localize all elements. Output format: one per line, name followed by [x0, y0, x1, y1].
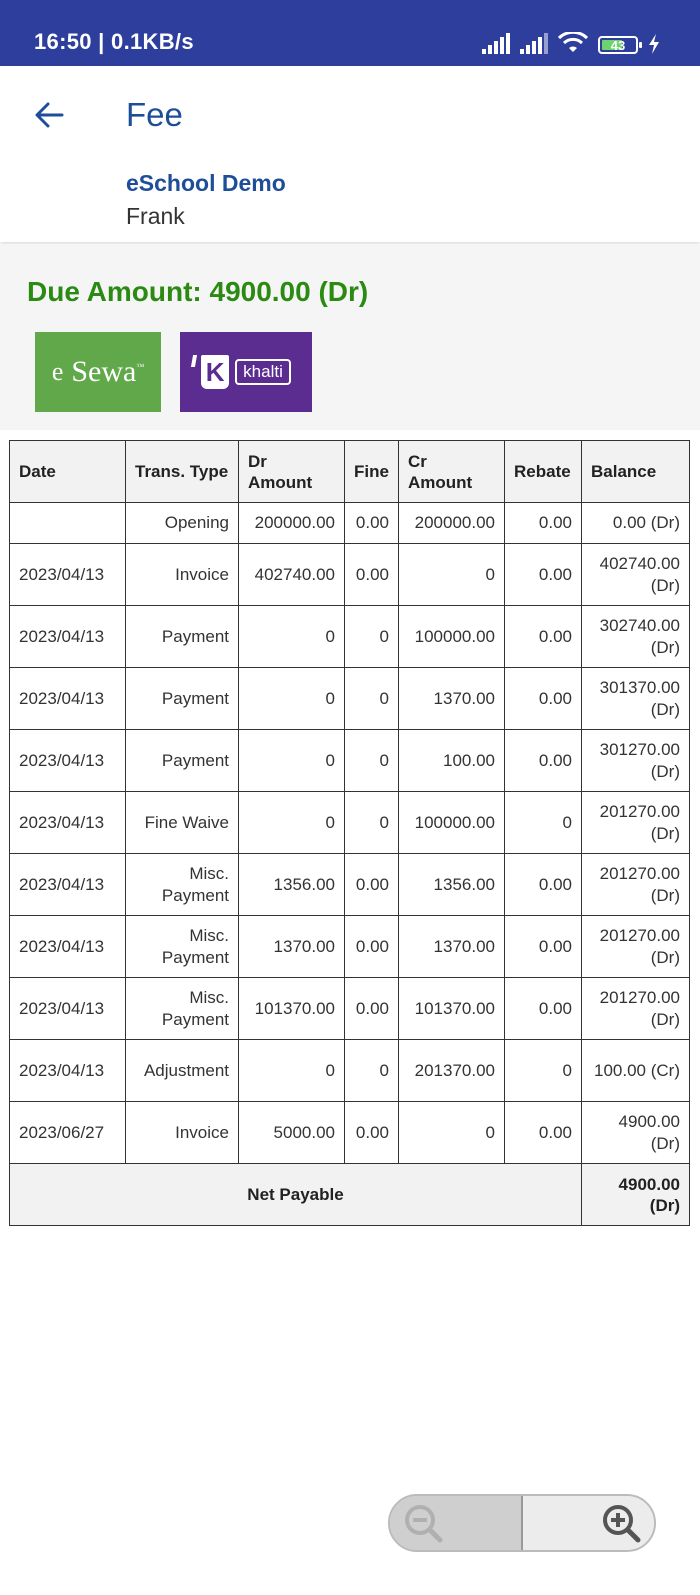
cell-date: 2023/04/13	[10, 1040, 126, 1102]
cell-cr-amount: 1370.00	[399, 916, 505, 978]
due-section	[0, 244, 700, 430]
zoom-in-icon	[600, 1502, 642, 1544]
school-name: eSchool Demo	[126, 170, 286, 196]
cell-fine: 0	[345, 792, 399, 854]
cell-fine: 0.00	[345, 544, 399, 606]
cell-balance: 201270.00 (Dr)	[582, 854, 690, 916]
cell-trans-type: Adjustment	[126, 1040, 239, 1102]
cell-cr-amount: 1370.00	[399, 668, 505, 730]
wifi-icon	[558, 32, 588, 54]
cell-dr-amount: 1356.00	[239, 854, 345, 916]
header-balance: Balance	[582, 441, 690, 503]
cell-date: 2023/04/13	[10, 606, 126, 668]
cell-date: 2023/04/13	[10, 854, 126, 916]
cell-balance: 100.00 (Cr)	[582, 1040, 690, 1102]
table-row	[10, 730, 690, 792]
cell-rebate: 0	[505, 792, 582, 854]
cell-balance: 0.00 (Dr)	[582, 503, 690, 544]
cell-date: 2023/04/13	[10, 668, 126, 730]
cell-cr-amount: 100000.00	[399, 606, 505, 668]
cell-dr-amount: 0	[239, 1040, 345, 1102]
cell-dr-amount: 0	[239, 606, 345, 668]
cell-trans-type: Invoice	[126, 544, 239, 606]
cell-cr-amount: 100000.00	[399, 792, 505, 854]
cell-trans-type: Misc. Payment	[126, 916, 239, 978]
signal-icon	[482, 32, 510, 54]
table-row	[10, 1102, 690, 1164]
student-name: Frank	[126, 203, 185, 229]
table-row	[10, 606, 690, 668]
cell-rebate: 0.00	[505, 730, 582, 792]
zoom-out-button[interactable]	[390, 1496, 523, 1550]
cell-date: 2023/04/13	[10, 730, 126, 792]
table-header-row	[10, 441, 690, 503]
header-date: Date	[10, 441, 126, 503]
header-fine: Fine	[345, 441, 399, 503]
table-row	[10, 503, 690, 544]
cell-rebate: 0.00	[505, 503, 582, 544]
fee-ledger-table	[9, 440, 690, 1226]
net-payable-value: 4900.00 (Dr)	[582, 1164, 690, 1226]
zoom-control	[388, 1494, 656, 1552]
app-header	[0, 66, 700, 242]
esewa-button[interactable]	[35, 332, 161, 412]
header-cr-amount: Cr Amount	[399, 441, 505, 503]
battery-icon	[598, 36, 638, 54]
cell-fine: 0.00	[345, 916, 399, 978]
arrow-left-icon[interactable]	[34, 100, 64, 130]
cell-trans-type: Opening	[126, 503, 239, 544]
cell-cr-amount: 101370.00	[399, 978, 505, 1040]
table-row	[10, 792, 690, 854]
cell-cr-amount: 1356.00	[399, 854, 505, 916]
cell-trans-type: Payment	[126, 730, 239, 792]
cell-balance: 4900.00 (Dr)	[582, 1102, 690, 1164]
cell-trans-type: Invoice	[126, 1102, 239, 1164]
cell-date: 2023/04/13	[10, 978, 126, 1040]
cell-balance: 402740.00 (Dr)	[582, 544, 690, 606]
cell-dr-amount: 1370.00	[239, 916, 345, 978]
esewa-logo-e: e	[51, 357, 64, 386]
table-row	[10, 916, 690, 978]
table-row	[10, 1040, 690, 1102]
cell-balance: 201270.00 (Dr)	[582, 916, 690, 978]
cell-rebate: 0	[505, 1040, 582, 1102]
zoom-out-icon	[402, 1502, 444, 1544]
status-time: 16:50 | 0.1KB/s	[34, 29, 194, 54]
status-bar	[0, 0, 700, 66]
cell-balance: 301270.00 (Dr)	[582, 730, 690, 792]
cell-rebate: 0.00	[505, 916, 582, 978]
due-amount: Due Amount: 4900.00 (Dr)	[27, 276, 369, 307]
cell-balance: 201270.00 (Dr)	[582, 792, 690, 854]
table-row	[10, 544, 690, 606]
cell-date	[10, 503, 126, 544]
cell-date: 2023/06/27	[10, 1102, 126, 1164]
cell-balance: 301370.00 (Dr)	[582, 668, 690, 730]
cell-dr-amount: 200000.00	[239, 503, 345, 544]
cell-dr-amount: 0	[239, 792, 345, 854]
cell-rebate: 0.00	[505, 544, 582, 606]
status-icons	[482, 28, 660, 54]
cell-cr-amount: 0	[399, 1102, 505, 1164]
cell-balance: 302740.00 (Dr)	[582, 606, 690, 668]
page-title: Fee	[126, 96, 183, 133]
cell-cr-amount: 100.00	[399, 730, 505, 792]
cell-trans-type: Fine Waive	[126, 792, 239, 854]
battery-level: 43	[610, 37, 626, 53]
header-dr-amount: Dr Amount	[239, 441, 345, 503]
cell-rebate: 0.00	[505, 606, 582, 668]
cell-fine: 0	[345, 606, 399, 668]
cell-trans-type: Payment	[126, 606, 239, 668]
cell-dr-amount: 0	[239, 668, 345, 730]
table-row	[10, 668, 690, 730]
cell-date: 2023/04/13	[10, 544, 126, 606]
cell-dr-amount: 101370.00	[239, 978, 345, 1040]
header-rebate: Rebate	[505, 441, 582, 503]
cell-rebate: 0.00	[505, 854, 582, 916]
table-footer-row	[10, 1164, 690, 1226]
cell-date: 2023/04/13	[10, 792, 126, 854]
cell-cr-amount: 200000.00	[399, 503, 505, 544]
cell-dr-amount: 0	[239, 730, 345, 792]
cell-fine: 0.00	[345, 1102, 399, 1164]
khalti-logo-text: khalti	[235, 359, 291, 385]
cell-date: 2023/04/13	[10, 916, 126, 978]
net-payable-label: Net Payable	[10, 1164, 582, 1226]
cell-trans-type: Misc. Payment	[126, 978, 239, 1040]
cell-trans-type: Payment	[126, 668, 239, 730]
charging-icon	[648, 34, 660, 54]
khalti-logo-k: K	[201, 355, 229, 389]
cell-balance: 201270.00 (Dr)	[582, 978, 690, 1040]
header-trans-type: Trans. Type	[126, 441, 239, 503]
cell-fine: 0	[345, 668, 399, 730]
cell-fine: 0.00	[345, 978, 399, 1040]
cell-rebate: 0.00	[505, 668, 582, 730]
cell-fine: 0	[345, 1040, 399, 1102]
esewa-logo-tm: ™	[136, 362, 145, 371]
table-row	[10, 978, 690, 1040]
cell-dr-amount: 402740.00	[239, 544, 345, 606]
cell-dr-amount: 5000.00	[239, 1102, 345, 1164]
table-row	[10, 854, 690, 916]
cell-fine: 0.00	[345, 503, 399, 544]
signal-icon-2	[520, 32, 548, 54]
cell-fine: 0.00	[345, 854, 399, 916]
zoom-in-button[interactable]	[523, 1496, 654, 1550]
cell-cr-amount: 201370.00	[399, 1040, 505, 1102]
cell-rebate: 0.00	[505, 1102, 582, 1164]
khalti-button[interactable]	[180, 332, 312, 412]
cell-fine: 0	[345, 730, 399, 792]
cell-cr-amount: 0	[399, 544, 505, 606]
esewa-logo-text: Sewa	[71, 355, 137, 388]
cell-rebate: 0.00	[505, 978, 582, 1040]
cell-trans-type: Misc. Payment	[126, 854, 239, 916]
